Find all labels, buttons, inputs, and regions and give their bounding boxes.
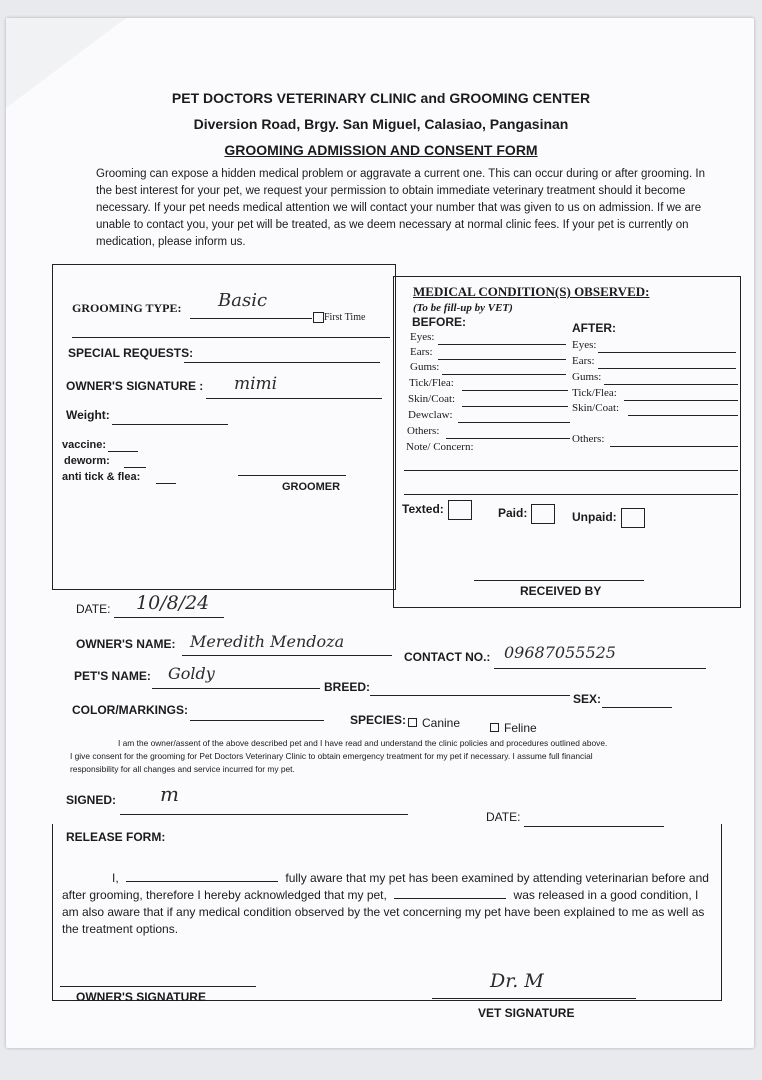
consent-line-3: responsibility for all changes and service incurred for my pet. (70, 764, 295, 774)
before-line (462, 406, 568, 407)
before-item: Dewclaw: (408, 409, 453, 421)
consent-line-2: I give consent for the grooming for Pet Doctors Veterinary Clinic to obtain emergency treatment for my pet if necessary. I assume full financial (70, 751, 593, 761)
contact-label: CONTACT NO.: (404, 650, 491, 664)
owner-signature-line (60, 986, 256, 987)
owners-name-label: OWNER'S NAME: (76, 637, 176, 651)
release-text-c: was released in a good condition, I am also aware that if any medical condition observed by the vet concerning my pet have been explained to me as well as the treatment options. (62, 888, 705, 936)
consent-date-label: DATE: (486, 810, 521, 824)
release-paragraph (62, 870, 718, 938)
breed-line (370, 695, 570, 696)
pets-name-line (152, 688, 320, 689)
before-item: Skin/Coat: (408, 393, 456, 405)
after-item: Ears: (572, 355, 595, 367)
special-requests-label: SPECIAL REQUESTS: (68, 346, 194, 360)
special-requests-line (184, 362, 380, 363)
paid-label: Paid: (498, 506, 528, 521)
groomer-label: GROOMER (282, 481, 341, 493)
sex-label: SEX: (573, 692, 602, 706)
texted-field (402, 500, 472, 520)
grooming-type-value[interactable]: Basic (218, 290, 268, 311)
feline-label: Feline (504, 721, 537, 735)
before-item: Gums: (410, 361, 440, 373)
received-by-label: RECEIVED BY (520, 584, 602, 598)
after-line (628, 415, 738, 416)
contact-line (494, 668, 706, 669)
unpaid-field (572, 508, 645, 528)
before-label: BEFORE: (412, 315, 466, 329)
release-pet-blank[interactable] (394, 898, 506, 899)
release-text-a: I, (112, 871, 119, 885)
grooming-type-label: GROOMING TYPE: (72, 301, 182, 315)
first-time-label: First Time (324, 312, 366, 323)
date-line (114, 617, 224, 618)
form-title: GROOMING ADMISSION AND CONSENT FORM (224, 142, 538, 158)
paid-checkbox[interactable] (531, 504, 555, 524)
groomer-line (238, 475, 346, 476)
before-item: Eyes: (410, 331, 435, 343)
vet-signature-line (432, 998, 636, 999)
after-line (598, 352, 736, 353)
owners-signature-line (206, 398, 382, 399)
canine-label: Canine (422, 716, 461, 730)
sex-line (602, 707, 672, 708)
intro-paragraph: Grooming can expose a hidden medical problem or aggravate a current one. This can occur during or after grooming. In the best interest for your pet, we request your permission to obtain immediate veterinary treatment should it become necessary. If your pet needs medical attention we will contact your number that was given to us on admission. If we are unable to contact you, your pet will be treated, as we deem necessary at normal clinic fees. If your pet is currently on medication, please inform us. (96, 168, 705, 248)
after-line (624, 400, 738, 401)
after-line (604, 384, 738, 385)
weight-label: Weight: (66, 408, 110, 422)
signed-label: SIGNED: (66, 793, 117, 807)
consent-line-1: I am the owner/assent of the above described pet and I have read and understand the clinic policies and procedures outlined above. (118, 738, 608, 748)
owners-name-line (182, 655, 392, 656)
release-text-b: fully aware that my pet has been examined by attending veterinarian before and after grooming, therefore I hereby acknowledged that my pet, (62, 871, 709, 902)
weight-line (112, 424, 228, 425)
before-line (458, 422, 570, 423)
first-time-checkbox[interactable] (313, 310, 324, 328)
species-label: SPECIES: (350, 713, 407, 727)
vet-signature-label: VET SIGNATURE (478, 1006, 575, 1020)
release-title: RELEASE FORM: (66, 830, 166, 844)
paid-field (498, 504, 555, 524)
contact-value[interactable]: 09687055525 (504, 643, 616, 662)
after-item: Gums: (572, 371, 602, 383)
deworm-label: deworm: (64, 455, 110, 467)
after-line (598, 368, 736, 369)
feline-checkbox[interactable] (490, 723, 499, 732)
vaccine-label: vaccine: (62, 439, 107, 451)
after-item: Tick/Flea: (572, 387, 617, 399)
before-item: Note/ Concern: (406, 441, 474, 453)
after-item: Eyes: (572, 339, 597, 351)
unpaid-checkbox[interactable] (621, 508, 645, 528)
release-name-blank[interactable] (126, 881, 278, 882)
before-line (462, 390, 568, 391)
note-line (404, 494, 738, 495)
after-item: Skin/Coat: (572, 402, 620, 414)
owners-signature-label: OWNER'S SIGNATURE : (66, 379, 204, 393)
canine-checkbox[interactable] (408, 718, 417, 727)
clinic-address: Diversion Road, Brgy. San Miguel, Calasiao, Pangasinan (193, 116, 569, 132)
before-line (446, 438, 570, 439)
grooming-type-line (190, 318, 312, 319)
anti-tick-line (156, 483, 176, 484)
anti-tick-label: anti tick & flea: (62, 471, 141, 483)
signed-line (120, 814, 408, 815)
medical-title: MEDICAL CONDITION(S) OBSERVED: (413, 284, 650, 299)
texted-checkbox[interactable] (448, 500, 472, 520)
date-value[interactable]: 10/8/24 (136, 592, 210, 614)
after-item: Others: (572, 433, 605, 445)
pets-name-value[interactable]: Goldy (168, 664, 215, 683)
before-item: Ears: (410, 346, 433, 358)
before-line (442, 374, 566, 375)
breed-label: BREED: (324, 680, 371, 694)
canine-option[interactable] (408, 716, 460, 730)
pets-name-label: PET'S NAME: (74, 669, 151, 683)
received-by-line (474, 580, 644, 581)
before-item: Others: (407, 425, 440, 437)
after-line (610, 446, 738, 447)
signed-value[interactable]: m (160, 782, 179, 806)
note-line (404, 470, 738, 471)
grooming-extra-line (72, 337, 390, 338)
before-line (438, 344, 566, 345)
owners-name-value[interactable]: Meredith Mendoza (190, 632, 345, 651)
unpaid-label: Unpaid: (572, 510, 617, 525)
color-label: COLOR/MARKINGS: (72, 703, 188, 717)
feline-option[interactable] (490, 721, 537, 735)
owners-signature-value[interactable]: mimi (234, 374, 278, 394)
color-line (190, 720, 324, 721)
texted-label: Texted: (402, 502, 444, 517)
before-item: Tick/Flea: (409, 377, 454, 389)
date-label: DATE: (76, 602, 111, 616)
clinic-name: PET DOCTORS VETERINARY CLINIC and GROOMING CENTER (171, 90, 591, 106)
before-line (438, 359, 566, 360)
owner-signature-label: OWNER'S SIGNATURE (76, 990, 206, 1004)
vet-signature-value[interactable]: Dr. M (490, 970, 544, 992)
medical-subtitle: (To be fill-up by VET) (413, 302, 513, 314)
vaccine-line (108, 451, 138, 452)
after-label: AFTER: (572, 321, 616, 335)
deworm-line (124, 467, 146, 468)
